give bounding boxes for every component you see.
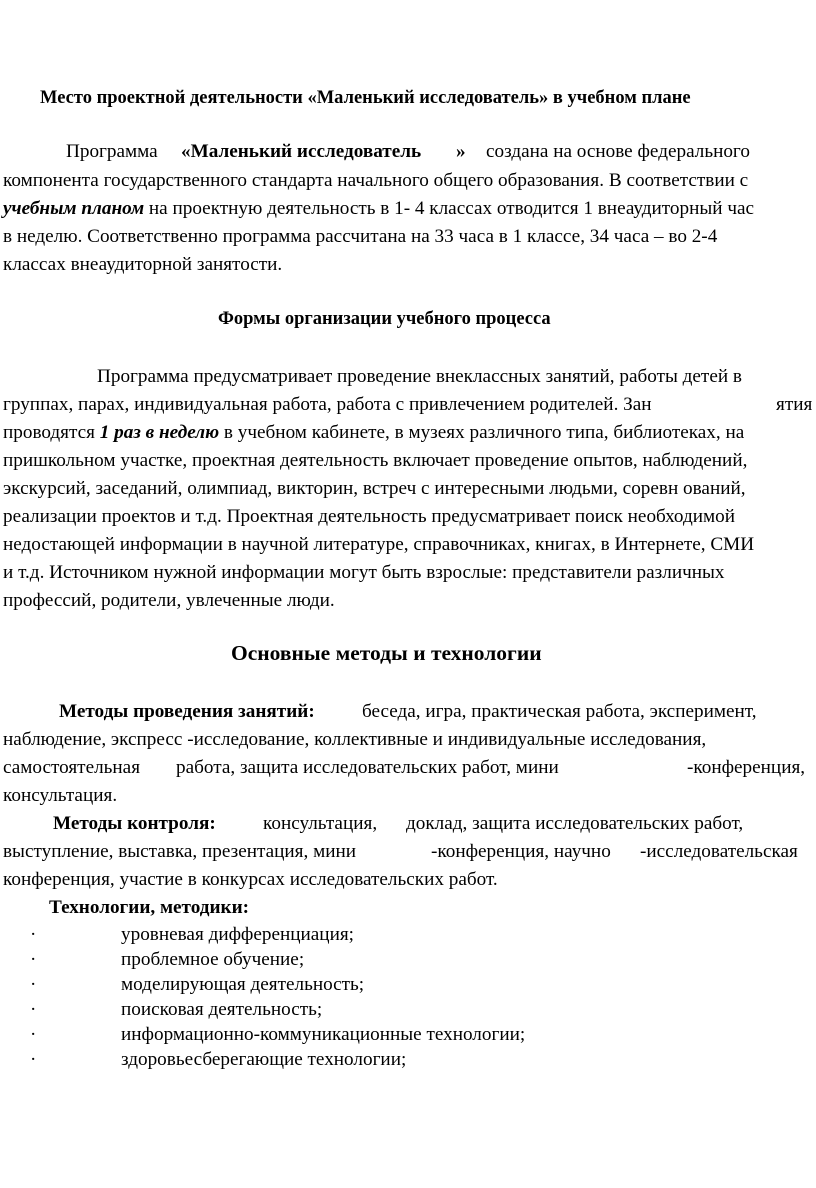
- p2-line4: пришкольном участке, проектная деятельность включает проведение опытов, наблюдений,: [3, 450, 748, 471]
- bullet-glyph: ·: [30, 999, 37, 1020]
- heading-forms: Формы организации учебного процесса: [218, 309, 551, 329]
- tech-heading: Технологии, методики:: [49, 897, 250, 918]
- p2-line1: Программа предусматривает проведение внеклассных занятий, работы детей в: [97, 366, 742, 387]
- p1-line3: учебным планом на проектную деятельность в 1- 4 классах отводится 1 внеаудиторный час: [3, 198, 755, 219]
- p4-line3: конференция, участие в конкурсах исследовательских работ.: [3, 869, 498, 890]
- p2-line7: недостающей информации в научной литературе, справочниках, книгах, в Интернете, СМИ: [3, 534, 755, 555]
- heading-place: Место проектной деятельности «Маленький исследователь» в учебном плане: [40, 88, 691, 108]
- p1-line2: компонента государственного стандарта начального общего образования. В соответствии с: [3, 170, 749, 191]
- bullet-glyph: ·: [30, 949, 37, 970]
- p3-line4: консультация.: [3, 785, 118, 806]
- document-page: Место проектной деятельности «Маленький исследователь» в учебном плане Программа «Маленький исследователь » создана на основе федерального компонента государственного стандарта начального общего образования. В соответствии с учебным планом на проектную деятельность в 1- 4 классах отводится 1 внеаудиторный час в неделю. Соответственно программа рассчитана на 33 часа в 1 классе, 34 часа – во 2-4 классах внеаудиторной занятости. Формы организации учебного процесса Программа предусматривает проведение внеклассных занятий, работы детей в группах, парах, индивидуальная работа, работа с привлечением родителей. Зан ятия проводятся 1 раз в неделю в учебном кабинете, в музеях различного типа, библиотеках, на пришкольном участке, проектная деятельность включает проведение опытов, наблюдений, экскурсий, заседаний, олимпиад, викторин, встреч с интересными людьми, соревн ований, реализации проектов и т.д. Проектная деятельность предусматривает поиск необходимой недостающей информации в научной литературе, справочниках, книгах, в Интернете, СМИ и т.д. Источником нужной информации могут быть взрослые: представители различных профессий, родители, увлеченные люди. Основные методы и технологии Методы проведения занятий: беседа, игра, практическая работа, эксперимент, наблюдение, экспресс -исследование, коллективные и индивидуальные исследования, самостоятельная работа, защита исследовательских работ, мини -конференция, консультация. Методы контроля: консультация, доклад, защита исследовательских работ, выступление, выставка, презентация, мини -конференция, научно -исследовательская конференция, участие в конкурсах исследовательских работ. Технологии, методики: · уровневая дифференциация; · проблемное обучение; · моделирующая деятельность; · поисковая деятельность; · информационно-коммуникационные технологии; · здоровьесберегающие технологии;: [3, 88, 813, 1070]
- bullet-glyph: ·: [30, 974, 37, 995]
- p2-line5: экскурсий, заседаний, олимпиад, викторин, встреч с интересными людьми, соревн ований,: [3, 478, 746, 499]
- p1-line4: в неделю. Соответственно программа рассчитана на 33 часа в 1 классе, 34 часа – во 2-4: [3, 226, 718, 247]
- bullet-glyph: ·: [30, 1049, 37, 1070]
- p2-line3: проводятся 1 раз в неделю в учебном кабинете, в музеях различного типа, библиотеках, на: [3, 422, 745, 443]
- bullet-glyph: ·: [30, 1024, 37, 1045]
- p2-line6: реализации проектов и т.д. Проектная деятельность предусматривает поиск необходимой: [3, 506, 736, 527]
- bullet-glyph: ·: [30, 924, 37, 945]
- p2-line8: и т.д. Источником нужной информации могут быть взрослые: представители различных: [3, 562, 725, 583]
- p1-line5: классах внеаудиторной занятости.: [3, 254, 283, 275]
- p2-line9: профессий, родители, увлеченные люди.: [3, 590, 335, 611]
- heading-methods: Основные методы и технологии: [231, 641, 542, 665]
- p3-line2: наблюдение, экспресс -исследование, коллективные и индивидуальные исследования,: [3, 729, 707, 750]
